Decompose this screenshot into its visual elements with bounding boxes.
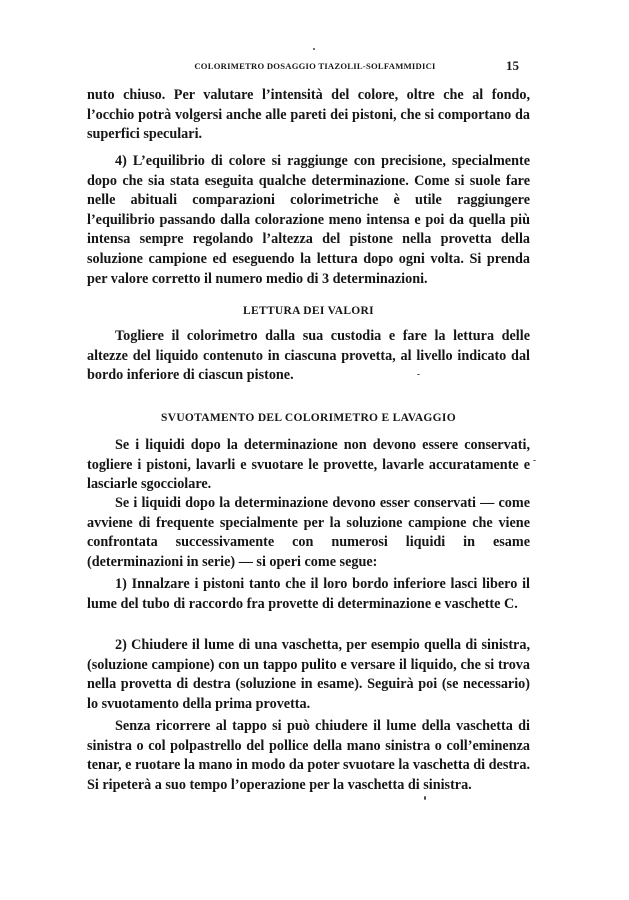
paragraph-continuation: nuto chiuso. Per valutare l’intensità del colore, oltre che al fondo, l’occhio potrà volgersi anche alle pareti dei pistoni, che si comportano da superfici speculari. — [87, 87, 530, 143]
paragraph-senza-tappo: Senza ricorrere al tappo si può chiudere il lume della vaschetta di sinistra o col polpastrello del pollice della mano sinistra o coll’eminenza tenar, e ruotare la mano in modo da poter svuotare la vaschetta di destra. Si ripeterà a suo tempo l’operazione per la vaschetta di sinistra. — [87, 718, 530, 793]
print-speck — [417, 374, 420, 375]
section-heading-lettura: LETTURA DEI VALORI — [243, 305, 374, 317]
section-heading-svuotamento: SVUOTAMENTO DEL COLORIMETRO E LAVAGGIO — [161, 412, 456, 424]
page-number: 15 — [506, 58, 519, 73]
print-speck — [424, 796, 426, 800]
paragraph-point-4: 4) L’equilibrio di colore si raggiunge con precisione, specialmente dopo che sia stata eseguita qualche determinazione. Come si suole fare nelle abituali comparazioni colorimetriche è utile raggiungere l’equilibrio passando dalla colorazione meno intensa e poi da quella più intensa sempre regolando l’altezza del pistone nella provetta della soluzione campione ed eseguendo la lettura dopo ogni volta. Si prenda per valore corretto il numero medio di 3 determinazioni. — [87, 153, 530, 287]
paragraph-point-1: 1) Innalzare i pistoni tanto che il loro bordo inferiore lasci libero il lume del tubo di raccordo fra provette di determinazione e vaschette C. — [87, 576, 530, 612]
print-speck — [313, 48, 315, 50]
paragraph-point-2: 2) Chiudere il lume di una vaschetta, per esempio quella di sinistra, (soluzione campione) con un tappo pulito e versare il liquido, che si trova nella provetta di destra (soluzione in esame). Seguirà poi (se necessario) lo svuotamento della prima provetta. — [87, 637, 530, 712]
paragraph-svuotamento-2: Se i liquidi dopo la determinazione devono esser conservati — come avviene di frequente specialmente per la soluzione campione che viene confrontata successivamente con numerosi liquidi in esame (determinazioni in serie) — si operi come segue: — [87, 495, 530, 570]
running-title: COLORIMETRO DOSAGGIO TIAZOLIL-SOLFAMMIDICI — [194, 61, 436, 71]
paragraph-lettura: Togliere il colorimetro dalla sua custodia e fare la lettura delle altezze del liquido contenuto in ciascuna provetta, al livello indicato dal bordo inferiore di ciascun pistone. — [87, 328, 530, 384]
print-speck — [533, 460, 536, 461]
paragraph-svuotamento-1: Se i liquidi dopo la determinazione non devono essere conservati, togliere i pistoni, lavarli e svuotare le provette, lavarle accuratamente e lasciarle sgocciolare. — [87, 437, 530, 493]
